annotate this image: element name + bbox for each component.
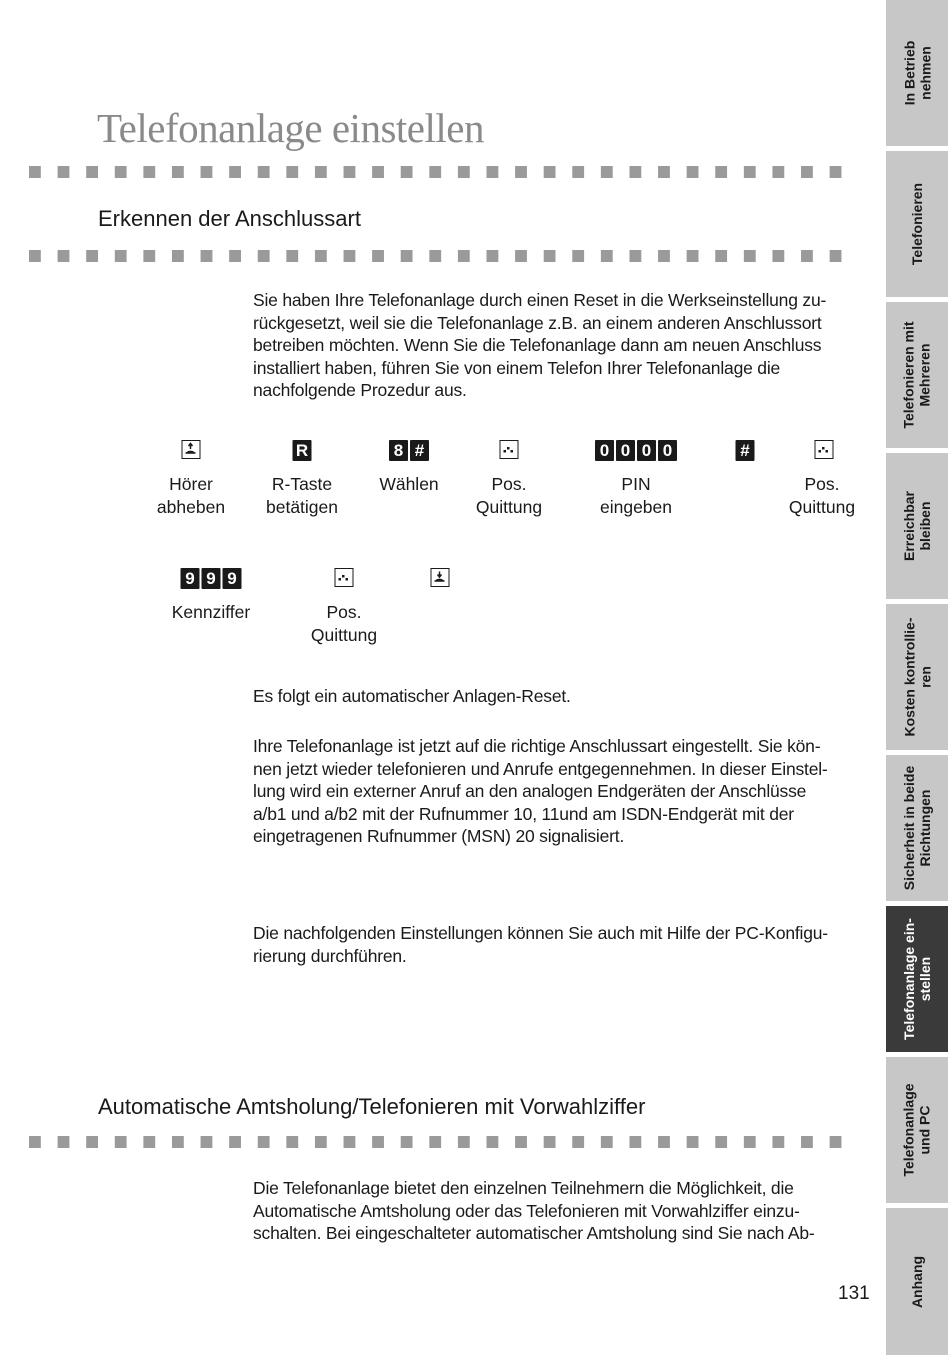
text-line: a/b1 und a/b2 mit der Rufnummer 10, 11und am ISDN-Endgerät mit der (253, 803, 794, 824)
tab-label-line: In Betrieb (901, 40, 918, 106)
step-label-line: Wählen (379, 474, 439, 494)
tab-label-line: Mehreren (917, 343, 933, 407)
tab-label-line: Telefonanlage ein- (901, 918, 917, 1040)
tab-label (909, 1255, 925, 1307)
text-line: installiert haben, führen Sie von einem Telefon Ihrer Telefonanlage die (253, 357, 781, 378)
key-chip-hash: # (736, 440, 755, 461)
step-label-line: Kennziffer (171, 602, 251, 622)
handset-lift-icon (182, 440, 201, 459)
step-symbol-pin (595, 440, 677, 461)
tab-label (909, 183, 925, 265)
handset-hangup-icon (431, 568, 450, 587)
tab-label (901, 41, 933, 106)
tab-label-line: nehmen (917, 46, 934, 100)
tab-label-line: Telefonieren mit (901, 321, 917, 429)
tab-telefonanlage-einstellen[interactable] (886, 906, 948, 1052)
step-label-hoerer (157, 473, 225, 519)
dotted-rule-2 (29, 250, 847, 264)
step-label-line: Quittung (475, 497, 543, 517)
tab-kosten-kontrollieren[interactable] (886, 604, 948, 750)
step-symbol-pos-tone-2 (815, 440, 834, 459)
positive-tone-icon (500, 440, 519, 459)
tab-label-line: stellen (917, 956, 933, 1002)
text-line: Automatische Amtsholung oder das Telefonieren mit Vorwahlziffer einzu- (253, 1200, 800, 1221)
step-label-line: betätigen (265, 497, 339, 517)
tab-label-line: und PC (917, 1105, 933, 1155)
step-symbol-r-key (293, 440, 312, 461)
tab-label (901, 617, 933, 736)
tab-telefonanlage-und-pc[interactable] (886, 1057, 948, 1203)
key-chip-9: 9 (223, 568, 242, 589)
positive-tone-icon (335, 568, 354, 587)
step-label-line: Hörer (169, 474, 213, 494)
tab-label (901, 491, 933, 561)
tab-label-line: ren (917, 666, 934, 688)
step-label-line: Pos. (326, 602, 362, 622)
page-title: Telefonanlage einstellen (97, 105, 484, 151)
text-line: rierung durchführen. (253, 945, 407, 966)
text-line: eingetragenen Rufnummer (MSN) 20 signalisiert. (253, 826, 625, 846)
text-line: rückgesetzt, weil sie die Telefonanlage z.B. an einem anderen Anschlussort (253, 312, 822, 333)
tab-anhang[interactable] (886, 1208, 948, 1355)
key-chip-r: R (293, 440, 312, 461)
step-label-line: R-Taste (271, 474, 333, 494)
tab-label (901, 1083, 933, 1176)
result-paragraph (253, 735, 873, 848)
step-label-kennziffer (172, 601, 250, 624)
tab-label-line: Richtungen (917, 789, 934, 867)
text-line: Die nachfolgenden Einstellungen können Sie auch mit Hilfe der PC-Konfigu- (253, 923, 828, 943)
page-number: 131 (838, 1283, 870, 1304)
text-line: nen jetzt wieder telefonieren und Anrufe entgegennehmen. In dieser Einstel- (253, 758, 828, 779)
key-chip-9: 9 (202, 568, 221, 589)
step-symbol-999 (181, 568, 242, 589)
tab-label (901, 321, 933, 428)
tab-label-line: Kosten kontrollie- (901, 617, 918, 737)
text-line: Sie haben Ihre Telefonanlage durch einen Reset in die Werkseinstellung zu- (253, 290, 827, 310)
step-label-r-taste (266, 473, 338, 519)
step-symbol-pos-tone-1 (500, 440, 519, 459)
pc-note-paragraph (253, 922, 873, 967)
step-label-line: Pos. (804, 474, 840, 494)
step-label-line: abheben (156, 497, 226, 517)
text-line: Es folgt ein automatischer Anlagen-Reset. (253, 686, 571, 706)
key-chip-0: 0 (595, 440, 614, 461)
text-line: schalten. Bei eingeschalteter automatischer Amtsholung sind Sie nach Ab- (253, 1223, 815, 1243)
section-heading-anschlussart: Erkennen der Anschlussart (98, 206, 361, 231)
step-label-line: Quittung (788, 497, 856, 517)
dotted-rule-1 (29, 166, 847, 180)
text-line: Die Telefonanlage bietet den einzelnen Teilnehmern die Möglichkeit, die (253, 1178, 794, 1198)
dotted-rule-3 (29, 1136, 847, 1150)
key-chip-9: 9 (181, 568, 200, 589)
positive-tone-icon (815, 440, 834, 459)
step-label-pin (600, 473, 672, 519)
key-chip-8: 8 (389, 440, 408, 461)
step-label-line: Quittung (310, 625, 378, 645)
tab-label (901, 918, 933, 1040)
step-label-line: Pos. (491, 474, 527, 494)
step-label-line: PIN (621, 474, 651, 494)
tab-label-line: Anhang (908, 1255, 925, 1308)
intro-paragraph (253, 289, 873, 402)
tab-label-line: Telefonanlage (901, 1083, 917, 1177)
tab-in-betrieb-nehmen[interactable] (886, 0, 948, 146)
key-chip-0: 0 (658, 440, 677, 461)
section-heading-amtsholung: Automatische Amtsholung/Telefonieren mit Vorwahlziffer (98, 1094, 646, 1119)
key-chip-0: 0 (637, 440, 656, 461)
amtsholung-paragraph (253, 1177, 873, 1245)
step-label-pos-quittung-3 (311, 601, 377, 647)
tab-telefonieren-mit-mehreren[interactable] (886, 302, 948, 448)
text-line: Ihre Telefonanlage ist jetzt auf die richtige Anschlussart eingestellt. Sie kön- (253, 736, 821, 756)
step-symbol-handset-lift (182, 440, 201, 459)
step-symbol-handset-hangup (431, 568, 450, 587)
tab-label (901, 766, 933, 890)
step-label-waehlen (379, 473, 438, 496)
tab-label-line: Telefonieren (909, 182, 926, 266)
step-label-line: eingeben (599, 497, 673, 517)
tab-erreichbar-bleiben[interactable] (886, 453, 948, 599)
key-chip-hash: # (410, 440, 429, 461)
tab-label-line: bleiben (917, 501, 934, 551)
tab-label-line: Sicherheit in beide (901, 765, 918, 891)
text-line: betreiben möchten. Wenn Sie die Telefonanlage dann am neuen Anschluss (253, 335, 822, 355)
tab-sicherheit[interactable] (886, 755, 948, 901)
reset-note (253, 685, 873, 708)
step-label-pos-quittung-2 (789, 473, 855, 519)
text-line: nachfolgende Prozedur aus. (253, 380, 467, 400)
key-chip-0: 0 (616, 440, 635, 461)
text-line: lung wird ein externer Anruf an den analogen Endgeräten der Anschlüsse (253, 781, 807, 801)
step-symbol-pos-tone-3 (335, 568, 354, 587)
tab-label-line: Erreichbar (901, 490, 918, 562)
step-symbol-8-hash (389, 440, 429, 461)
tab-telefonieren[interactable] (886, 151, 948, 297)
step-symbol-hash (736, 440, 755, 461)
step-label-pos-quittung-1 (476, 473, 542, 519)
